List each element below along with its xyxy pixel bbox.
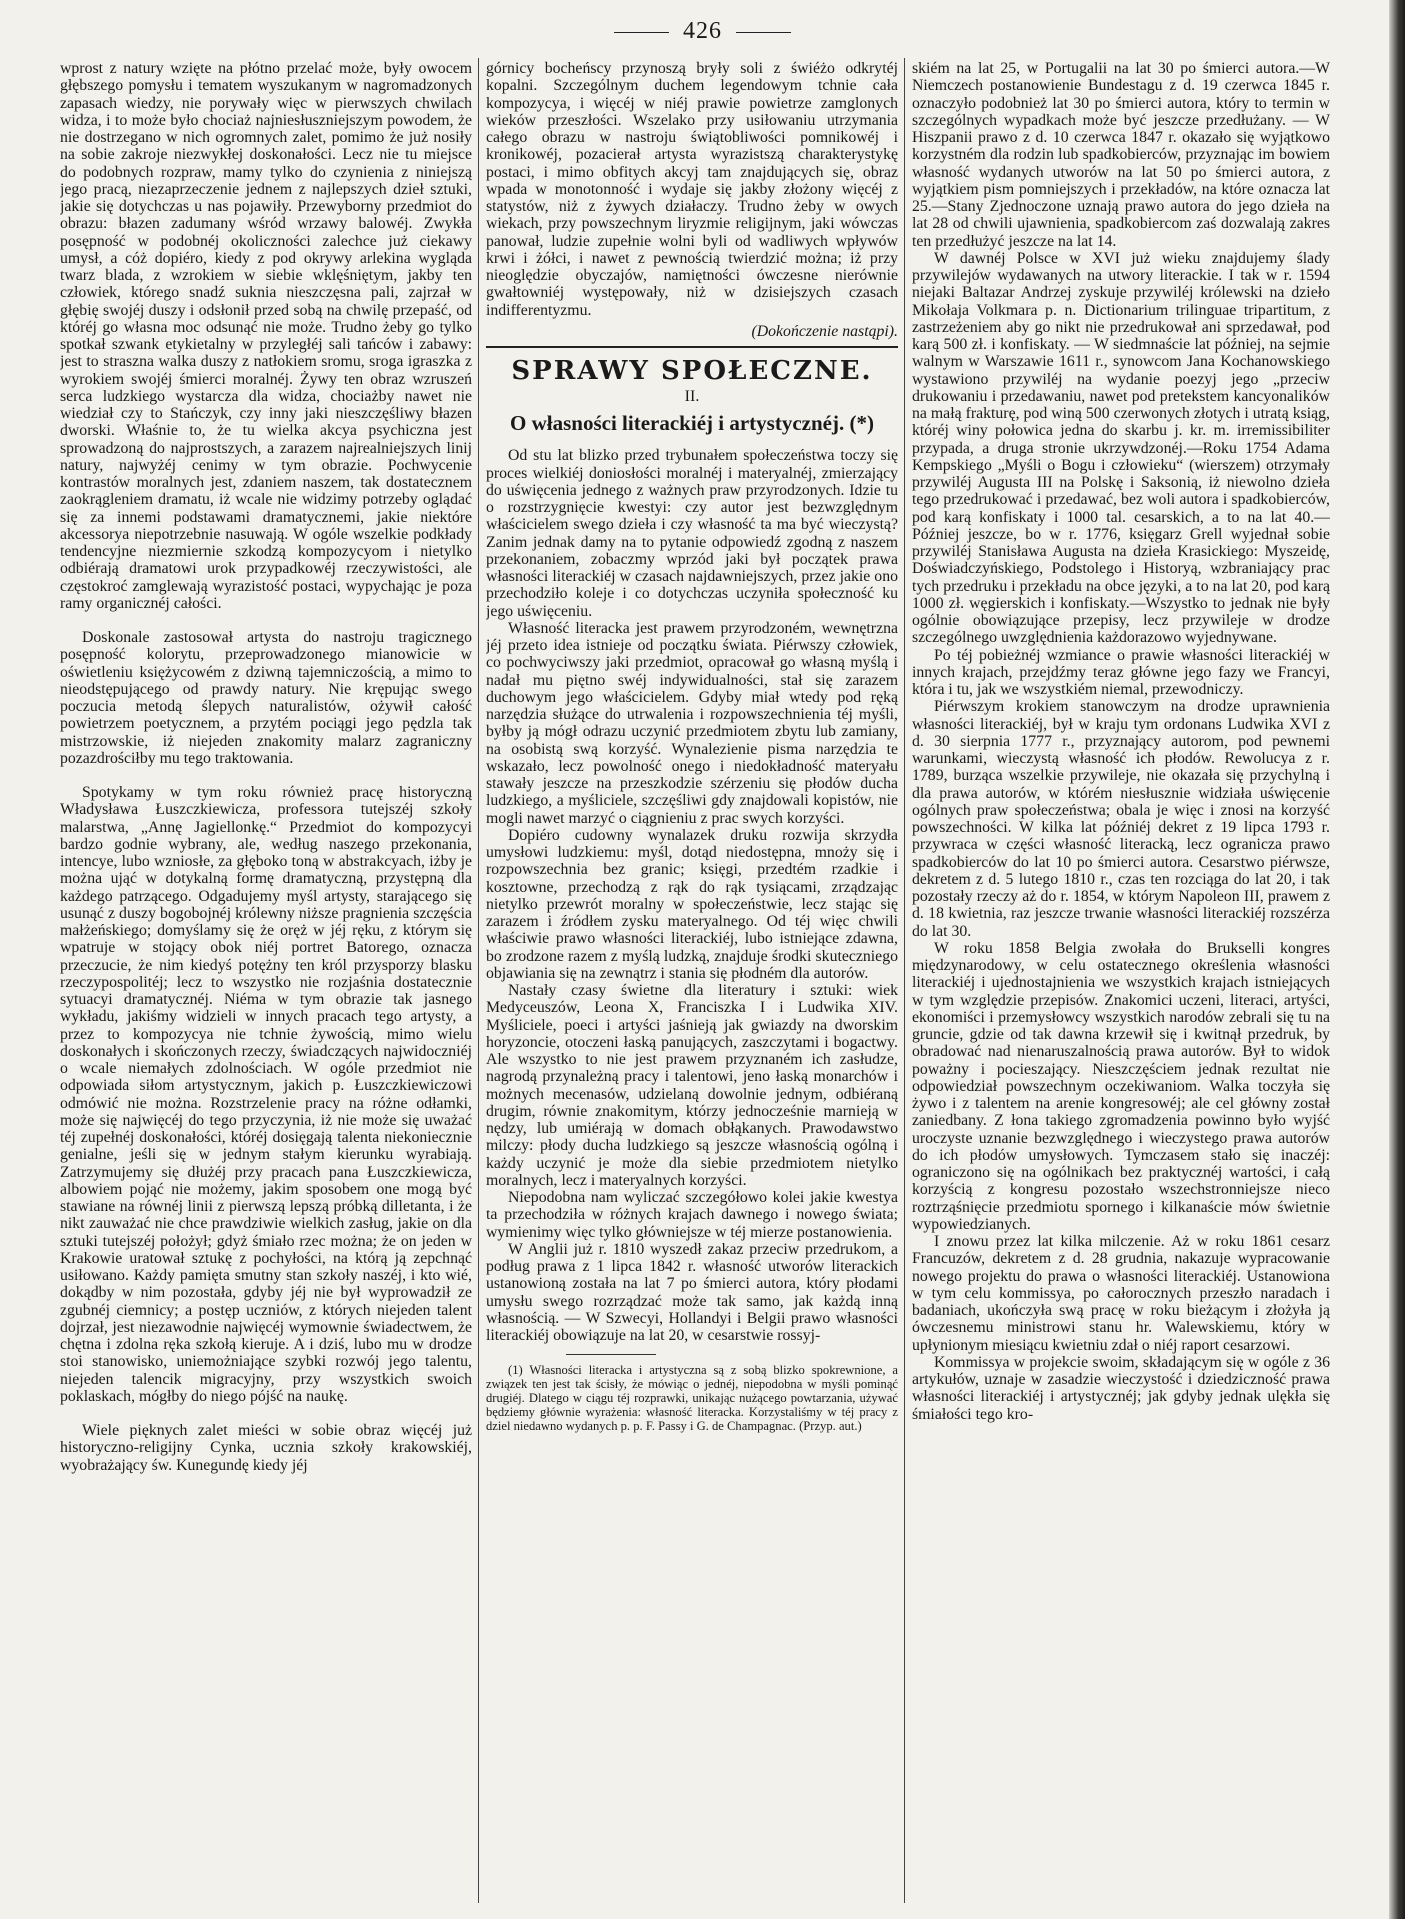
column-2	[486, 60, 898, 1900]
paragraph: Nastały czasy świetne dla literatury i sztuki: wiek Medyceuszów, Leona X, Franciszka I i Ludwika XIV. Myśliciele, poeci i artyści jaśnieją jak gwiazdy na dworskim horyzoncie, otoczeni łaską panujących, zaszczytami i bogactwy. Ale wszystko to nie jest prawem przyznaném ich zasłudze, nagrodą przynależną pracy i talentowi, jeno łaską monarchów i możnych mecenasów, udzielaną dowolnie jednym, odbiéraną drugim, równie znakomitym, którzy jednocześnie marnieją w nędzy, lub umiérają w domach obłąkanych. Prawodawstwo milczy: płody ducha ludzkiego są jeszcze własnością ogólną i każdy uczynić je może dla siebie przedmiotem nietylko moralnych, lecz i materyalnych korzyści.	[486, 982, 898, 1189]
paragraph: Doskonale zastosował artysta do nastroju tragicznego posępność kolorytu, przeprowadzonego mianowicie w oświetleniu księżycowém z dziwną tajemniczością, a mimo to nieodstępującego od prawdy natury. Nie krępując swego poczucia metodą ślepych naturalistów, ożywił całość powietrzem poetycznem, a przytém pociągi jego pędzla tak mistrzowskie, iż niejeden znakomity malarz zagraniczny pozazdrościłby mu tego traktowania.	[60, 629, 472, 767]
column-divider-2	[904, 58, 905, 1903]
article-title: O własności literackiéj i artystycznéj. (*)	[510, 411, 874, 436]
paragraph: górnicy bocheńscy przynoszą bryły soli z świéżo odkrytéj kopalni. Szczególnym duchem legendowym tchnie cała kompozycya, i więcéj w niéj prawie powietrze zamglonych wieków przeszłości. Wszelako przy usiłowaniu utrzymania całego obrazu w nastroju świątobliwości pomnikowéj i kronikowéj, pozacierał artysta wyrazistszą charakterystykę postaci, i mimo obfitych akcyj tam znajdujących się, obraz wpada w monotonność i wydaje się jakby złożony więcéj z statystów, niż z żywych działaczy. Trudno żeby w owych wiekach, przy powszechnym liryzmie religijnym, jaki wówczas panował, ludzie zupełnie wolni byli od wadliwych wpływów krwi i żółci, i nawet z pewnością twierdzić można; iż przy nieoględzie obyczajów, namiętności ówczesne nierównie gwałtowniéj występowały, niż w dzisiejszych czasach indifferentyzmu.	[486, 60, 898, 319]
paragraph: Niepodobna nam wyliczać szczegółowo kolei jakie kwestya ta przechodziła w różnych krajach dawnego i nowego świata; wymienimy więc tylko główniejsze w téj mierze postanowienia.	[486, 1189, 898, 1241]
paragraph: Wiele pięknych zalet mieści w sobie obraz więcéj już historyczno-religijny Cynka, ucznia szkoły krakowskiéj, wyobrażający św. Kunegundę kiedy jéj	[60, 1422, 472, 1474]
column-1	[60, 60, 472, 1900]
paragraph: I znowu przez lat kilka milczenie. Aż w roku 1861 cesarz Francuzów, dekretem z d. 28 grudnia, nakazuje wypracowanie nowego projektu do prawa o własności literackiéj. Ustanowiona w tym celu kommissya, po całorocznych przeszło naradach i badaniach, ukończyła swą pracę w roku bieżącym i złożyła ją ówczesnemu ministrowi stanu hr. Walewskiemu, który w upłynionym miesiącu kwietniu zdał o niéj raport cesarzowi.	[912, 1233, 1330, 1354]
column-3	[912, 60, 1330, 1900]
paragraph: Od stu lat blizko przed trybunałem społeczeństwa toczy się proces wielkiéj doniosłości moralnéj i materyalnéj, zmierzający do uświęcenia jednego z ważnych praw przyrodzonych. Idzie tu o rozstrzygnięcie kwestyi: czy autor jest bezwzględnym właścicielem swego dzieła i czy własność ta ma być wieczystą? Zanim jednak damy na to pytanie odpowiedź zgodną z naszem przekonaniem, zobaczmy wprzód jaki był początek prawa własności literackiéj w czasach najdawniejszych, przez jakie ono przechodziło koleje i co dotychczas uczyniła społeczność ku jego uświęceniu.	[486, 447, 898, 620]
column-divider-1	[478, 58, 479, 1903]
paragraph: W roku 1858 Belgia zwołała do Brukselli kongres międzynarodowy, w celu ostatecznego określenia własności literackiéj i ujednostajnienia we wszystkich krajach istniejących w tym względzie przepisów. Znakomici uczeni, literaci, artyści, ekonomiści i przemysłowcy wszystkich narodów zebrali się tu na gruncie, gdzie od tak dawna krzewił się i kwitnął przedruk, by obradować nad nienaruszalnością prawa autorów. Był to widok poważny i pocieszający. Nieszczęściem jednak rezultat nie odpowiedział powszechnym oczekiwaniom. Walka toczyła się żywo i z talentem na arenie kongresowéj; ale cel główny został zaniedbany. Z łona takiego zgromadzenia powinno było wyjść uroczyste uznanie bezwzględnego i wieczystego prawa autorów do ich płodów umysłowych. Tymczasem stało się inaczéj: ograniczono się na ogólnikach bez praktycznéj wartości, i całą korzyścią z kongresu pozostało wszechstronniejsze nieco roztrząśnięcie przedmiotu spornego i kilkanaście mów świetnie wypowiedzianych.	[912, 939, 1330, 1233]
paragraph: W Anglii już r. 1810 wyszedł zakaz przeciw przedrukom, a podług prawa z 1 lipca 1842 r. własność utworów literackich ustanowioną została na lat 7 po śmierci autora, który płodami umysłu swego rozrządzać może tak samo, jak każdą inną własnością. — W Szwecyi, Hollandyi i Belgii prawo własności literackiéj obowiązuje na lat 20, w cesarstwie rossyj-	[486, 1240, 898, 1344]
page-header	[0, 18, 1405, 45]
paragraph: Dopiéro cudowny wynalazek druku rozwija skrzydła umysłowi ludzkiemu: myśl, dotąd niedostępna, mnoży się i rozpowszechnia bez granic; księgi, przedtém rzadkie i kosztowne, przechodzą z rąk do rąk tysiącami, zrządzając nietylko przewrót moralny w społeczeństwie, lecz stając się zarazem i źródłem zysku materyalnego. Od téj więc chwili właściwie prawo własności literackiéj, lubo istniejące zdawna, bo zrodzone razem z myślą ludzką, znajduje środki skuteczniego objawiania się na zewnątrz i stania się płodném dla autorów.	[486, 826, 898, 982]
header-rule-right	[736, 32, 791, 33]
paragraph: Spotykamy w tym roku również pracę historyczną Władysława Łuszczkiewicza, professora tutejszéj szkoły malarstwa, „Annę Jagiellonkę.“ Przedmiot do kompozycyi bardzo godnie wybrany, ale, według naszego przekonania, intencye, lubo wzniosłe, za głęboko toną w abstrakcyach, iżby je można ująć w dotykalną formę dramatyczną, przystępną dla każdego patrzącego. Odgadujemy myśl artysty, starającego się usunąć z duszy bogobojnéj królewny niższe pragnienia szczęścia małżeńskiego; domyślamy się że oręż w jéj ręku, z którym się wpatruje w stojący obok niéj portret Batorego, oznacza przeczucie, że nim kiedyś potężny ten król przysporzy blasku rzeczypospolitéj; lecz to wszystko nie rozjaśnia dostatecznie sytuacyi dramatycznéj. Niéma w tym obrazie tak jasnego wykładu, jakiśmy widzieli w innych pracach tego artysty, a przez to kompozycya nie tchnie żywością, mimo wielu doskonałych i skończonych rzeczy, świadczących najwidoczniéj o wcale niemałych zdolnościach. W ogóle przedmiot nie odpowiada siłom artystycznym, jakich p. Łuszczkiewiczowi odmówić nie można. Rozstrzelenie pracy na różne odłamki, może się najwięcéj do tego przyczynia, iż nie może się uważać téj zupełnéj doskonałości, któréj dosięgają talenta niekoniecznie genialne, jeśli się w jednym stałym kierunku wyrabiają. Zatrzymujemy się dłużéj przy pracach pana Łuszczkiewicza, albowiem pojąć nie możemy, jakim sposobem one mogą być stawiane na równéj linii z pierwszą lepszą próbką dilletanta, i że nikt zauważać nie chce prawdziwie wielkich zasług, jakie on dla sztuki tutejszéj położył; gdyż śmiało rzec można; że on jeden w Krakowie uratował sztukę z pochyłości, na którą ją zepchnąć usiłowano. Każdy pamięta smutny stan szkoły naszéj, i kto wié, dokądby w nim pozostała, gdyby jéj nie był wyprowadził ze zgubnéj ciemnicy; a postęp uczniów, z których niejeden talent dojrzał, jest niezawodnie najwięcéj wymownie świadectwem, że chętna i zdolna ręka szkołą kieruje. A i dziś, lubo mu w drodze stoi stanowisko, uniemożniające szybki rozwój jego talentu, niejeden talencik migracyjny, przy wszystkich swoich poklaskach, mógłby do niego pójść na naukę.	[60, 784, 472, 1405]
section-rule	[486, 346, 898, 348]
page-binding-edge	[1389, 0, 1405, 1919]
paragraph: Kommissya w projekcie swoim, składającym się w ogóle z 36 artykułów, uznaje w zasadzie wieczystość i dziedziczność prawa własności literackiéj i artystycznéj; jak gdyby jednak ulękła się śmiałości tego kro-	[912, 1353, 1330, 1423]
section-title: SPRAWY SPOŁECZNE.	[511, 356, 873, 386]
paragraph: Po téj pobieżnéj wzmiance o prawie własności literackiéj w innych krajach, przejdźmy teraz główne jego fazy we Francyi, która i tu, jak we wszystkiém niemal, przewodniczy.	[912, 646, 1330, 698]
paragraph: skiém na lat 25, w Portugalii na lat 30 po śmierci autora.—W Niemczech postanowienie Bundestagu z d. 19 czerwca 1845 r. oznaczyło podobnież lat 30 po śmierci autora, który to termin w szczególnych wypadkach może być jeszcze przedłużany. — W Hiszpanii prawo z d. 10 czerwca 1847 r. okazało się wyjątkowo korzystném dla rodzin lub spadkobierców, przyznając im bowiem własność wydanych utworów na lat 50 po śmierci autora, z wyjątkiem pism pomniejszych i przekładów, na które oznacza lat 25.—Stany Zjednoczone uznają prawo autora do jego dzieła na lat 28 od chwili ujawnienia, spadkobiercom zaś dozwalają zakres ten przedłużyć jeszcze na lat 14.	[912, 60, 1330, 250]
paragraph: W dawnéj Polsce w XVI już wieku znajdujemy ślady przywilejów wydawanych na utwory literackie. I tak w r. 1594 niejaki Baltazar Andrzej zyskuje przywiléj królewski na dzieło Mikołaja Volkmara p. n. Dictionarium trilinguae tripartitum, z zastrzeżeniem aby go nikt nie przedrukował ani sprzedawał, pod karą 500 zł. i konfiskaty. — W siedmnaście lat później, na sejmie walnym w Warszawie 1611 r., synowcom Jana Kochanowskiego wystawiono przywiléj na wydanie poezyj jego „przeciw drukowaniu i przedawaniu, nawet pod pretekstem kancyonalików na małą frakturę, pod winą 500 czerwonych złotych i utratą ksiąg, któréj winy połowica jedna do skarbu j. kr. m. irremissibiliter przypada, a druga stronie ukrzywdzonéj.—Roku 1754 Adama Kempskiego „Myśli o Bogu i człowieku“ (wierszem) otrzymały przywiléj Augusta III na Polskę i Saksonią, iż niewolno dzieła tego przedrukować i przedawać, bez woli autora i spadkobierców, pod karą konfiskaty i 1000 tal. cesarskich, a to na lat 40.—Później jeszcze, bo w r. 1776, księgarz Grell wyjednał sobie przywiléj Stanisława Augusta na dzieła Krasickiego: Myszeidę, Doświadczyńskiego, Podstolego i Historyą, wzbraniający prac tych przedruku i przekładu na obce języki, a to na lat 20, pod karą 1000 zł. węgierskich i konfiskaty.—Wszystko to jednak nie były ogólnie obowiązujące przepisy, lecz przywileje w drodze szczególnego uwzględnienia każdorazowo wyjednywane.	[912, 249, 1330, 647]
continuation-note: (Dokończenie nastąpi).	[751, 322, 898, 340]
footnote: (1) Własności literacka i artystyczna są z sobą blizko spokrewnione, a związek ten jest tak ścisły, że mówiąc o jednéj, niepodobna w myśli pominąć drugiéj. Dlatego w ciągu téj rozprawki, unikając nużącego powtarzania, używać będziemy głównie wyrażenia: własność literacka. Korzystaliśmy w téj pracy z dziel niedawno wydanych p. p. F. Passy i G. de Champagnac. (Przyp. aut.)	[486, 1363, 898, 1434]
paragraph: Własność literacka jest prawem przyrodzoném, wewnętrzna jéj przeto idea istnieje od początku świata. Piérwszy człowiek, co pochwyciwszy jaki przedmiot, opracował go własną myślą i nadał mu piętno swéj indywidualności, stał się zarazem duchowym jego właścicielem. Gdyby miał wtedy pod ręką narzędzia służące do utrwalenia i rozpowszechnienia téj myśli, byłby ją mógł odrazu uczynić przedmiotem zbytu lub zamiany, na osobistą swą korzyść. Wynalezienie pisma narzędzia te wskazało, lecz powolność onego i niedokładność materyału stawały jeszcze na przeszkodzie szérzeniu się płodów ducha ludzkiego, a myśliciele, szczęśliwi gdy znajdowali kopistów, nie mogli nawet marzyć o ciągnieniu z prac swych korzyści.	[486, 619, 898, 827]
header-rule-left	[614, 32, 669, 33]
paragraph: Piérwszym krokiem stanowczym na drodze uprawnienia własności literackiéj, był w kraju tym ordonans Ludwika XVI z d. 30 sierpnia 1777 r., przyznający autorom, pod pewnemi warunkami, wieczystą własność ich płodów. Rewolucya z r. 1789, burząca wszelkie przywileje, nie okazała się przychylną i dla prawa autorów, w którém niesłusznie widziała uświęcenie ogólnych praw społeczeństwa; obala je więc i znosi na korzyść powszechności. W kilka lat późniéj dekret z 19 lipca 1793 r. przywraca w części własność literacką, lecz ogranicza prawo spadkobierców do lat 10 po śmierci autora. Cesarstwo piérwsze, dekretem z d. 5 lutego 1810 r., czas ten rozciąga do lat 20, i tak pozostały rzeczy aż do r. 1854, w którym Napoleon III, prawem z d. 18 kwietnia, raz jeszcze trwanie własności literackiéj rozszérza do lat 30.	[912, 698, 1330, 940]
section-number: II.	[684, 388, 700, 405]
page-number: 426	[683, 18, 722, 44]
paragraph: wprost z natury wzięte na płótno przelać może, były owocem głębszego pomysłu i tematem wyszukanym w nagromadzonych zapasach wiedzy, nie porywały więc w pierwszych chwilach widza, i to może było chociaż najniesłuszniejszym powodem, że nie dostrzegano w nich ogromnych zalet, pomimo że już nosiły na sobie zakroje niezwykłej doskonałości. Lecz nie tu miejsce do podobnych rozpraw, mamy tylko do czynienia z niniejszą jego pracą, niezaprzeczenie jednem z najlepszych dzieł sztuki, jakie się dotychczas u nas pojawiły. Przewyborny przedmiot do obrazu: błazen zadumany wśród wrzawy balowéj. Zwykła posępność w podobnéj okoliczności zalechce już ciekawy umysł, a cóż dopiéro, kiedy z pod okrywy arlekina wygląda twarz blada, z wzrokiem w siebie wklęśniętym, jakby ten człowiek, którego snadź suknia nieszczęsna pali, zajrzał w głębię swojéj duszy i odsłonił przed sobą na chwilę przepaść, od któréj go własna moc odsunąć nie może. Trudno żeby go tylko spotkał szwank etykietalny w przyległéj sali tańców i zabawy: jest to straszna walka duszy z natłokiem sromu, sroga igraszka z wyrokiem swojéj śmierci moralnéj. Żywy ten obraz wzruszeń serca ludzkiego wystarcza dla widza, chociażby nawet nie wiedział czy to Stańczyk, czy inny jaki nieszczęśliwy błazen dworski. Właśnie to, że tu wielka akcya psychiczna jest sprowadzoną do najprostszych, a zarazem najrealniejszych linij natury, najwyżéj cenimy w tym obrazie. Pochwycenie kontrastów moralnych jest, zdaniem naszem, tak dostatecznem zaokrągleniem dramatu, iż wcale nie widzimy potrzeby oglądać się za innemi podstawami dramatycznemi, jakie niektóre akcessorya niepotrzebnie nasuwają. W ogóle wszelkie podkłady tendencyjne niezmiernie szkodzą kompozycyom i nietylko odbiérają dramatowi urok przypadkowéj rzeczywistości, ale częstokroć zamglewają wyrazistość postaci, wypychając je poza ramy organicznéj całości.	[60, 60, 472, 612]
footnote-rule	[566, 1354, 656, 1355]
